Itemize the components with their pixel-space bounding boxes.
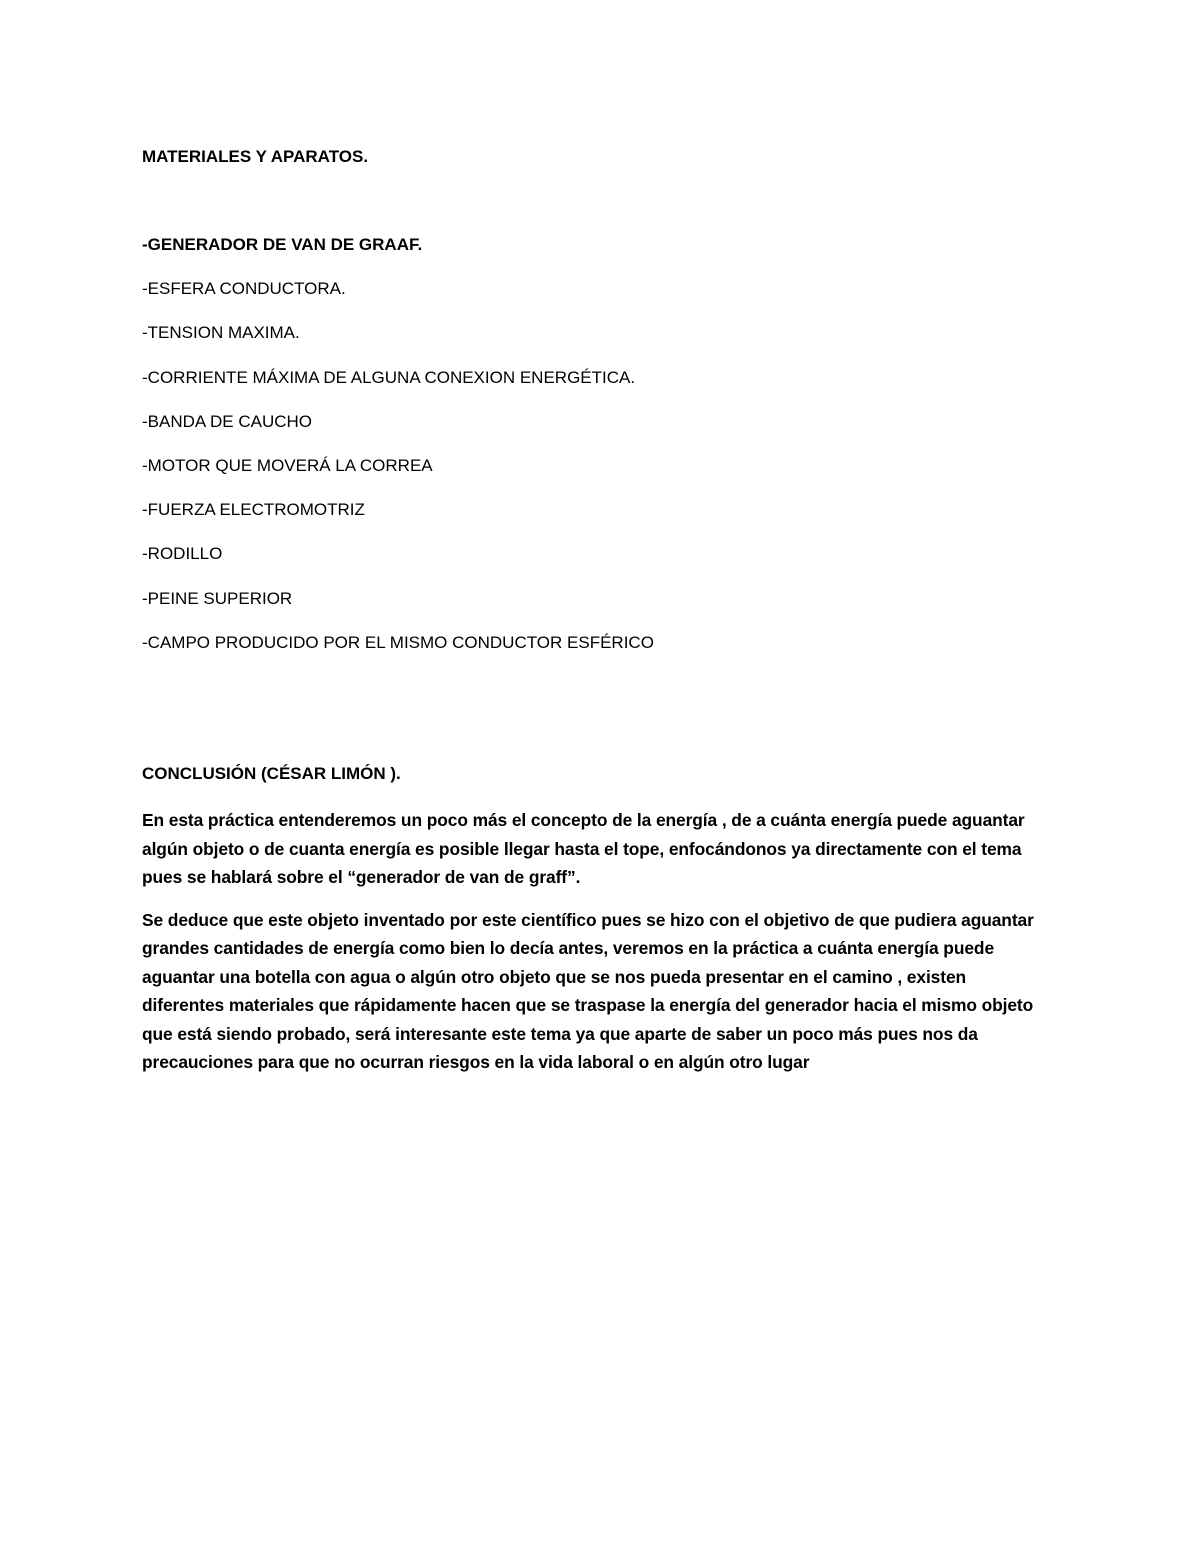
conclusion-body xyxy=(142,806,1047,1091)
materials-item: -BANDA DE CAUCHO xyxy=(142,411,313,431)
materials-item: -RODILLO xyxy=(142,544,223,564)
materials-item: -GENERADOR DE VAN DE GRAAF. xyxy=(142,235,423,254)
materials-item: -FUERZA ELECTROMOTRIZ xyxy=(142,500,365,520)
materials-item: -MOTOR QUE MOVERÁ LA CORREA xyxy=(142,455,433,475)
conclusion-paragraph: En esta práctica entenderemos un poco más el concepto de la energía , de a cuánta energía puede aguantar algún objeto o de cuanta energía es posible llegar hasta el tope, enfocándonos ya directamente con el tema pues se hablará sobre el “generador de van de graff”. xyxy=(142,810,1025,887)
materials-item: -ESFERA CONDUCTORA. xyxy=(142,279,346,299)
materials-list xyxy=(142,234,654,676)
materials-item: -CAMPO PRODUCIDO POR EL MISMO CONDUCTOR ESFÉRICO xyxy=(142,632,654,652)
materials-item: -PEINE SUPERIOR xyxy=(142,588,293,608)
materials-heading: MATERIALES Y APARATOS. xyxy=(142,147,369,166)
conclusion-paragraph: Se deduce que este objeto inventado por este científico pues se hizo con el objetivo de que pudiera aguantar grandes cantidades de energía como bien lo decía antes, veremos en la práctica a cuánta energía puede aguantar una botella con agua o algún otro objeto que se nos pueda presentar en el camino , existen diferentes materiales que rápidamente hacen que se traspase la energía del generador hacia el mismo objeto que está siendo probado, será interesante este tema ya que aparte de saber un poco más pues nos da precauciones para que no ocurran riesgos en la vida laboral o en algún otro lugar xyxy=(142,909,1034,1072)
materials-item: -TENSION MAXIMA. xyxy=(142,323,300,343)
materials-item: -CORRIENTE MÁXIMA DE ALGUNA CONEXION ENERGÉTICA. xyxy=(142,367,636,387)
conclusion-heading: CONCLUSIÓN (CÉSAR LIMÓN ). xyxy=(142,764,401,783)
